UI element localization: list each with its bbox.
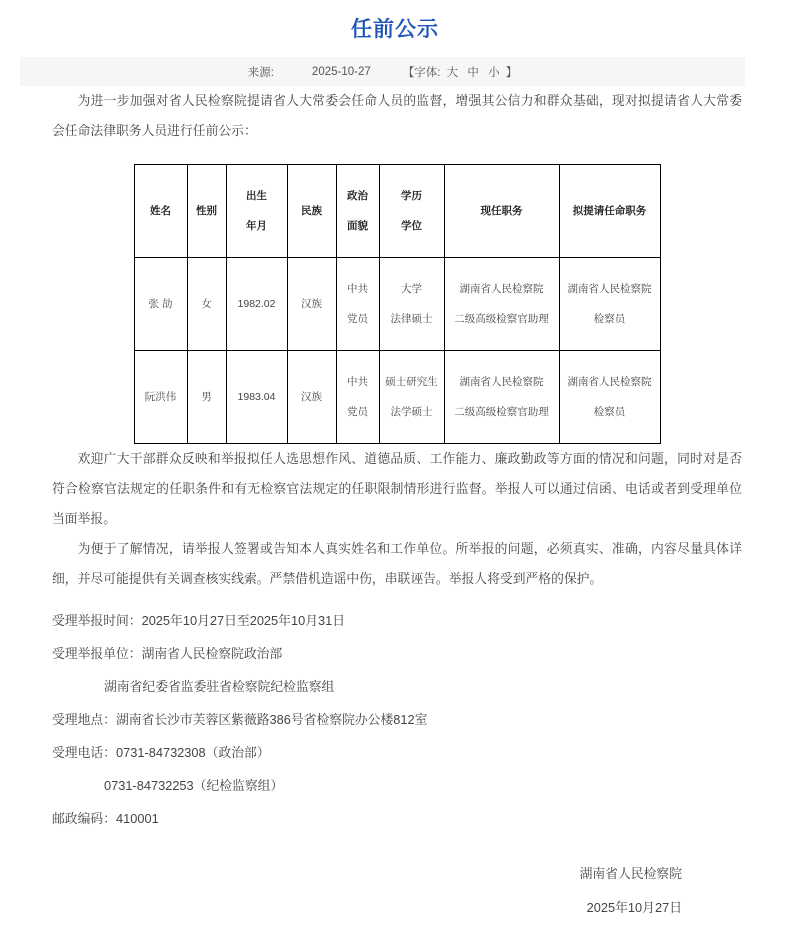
publish-date: 2025-10-27 — [311, 65, 371, 78]
font-size-small-button[interactable]: 小 — [488, 66, 500, 79]
person-table — [134, 164, 661, 444]
header-cell-proposed-position — [559, 165, 660, 258]
font-bracket-close: 】 — [505, 66, 518, 79]
cell-name — [134, 351, 187, 444]
signature-date: 2025年10月27日 — [586, 900, 682, 915]
row2-proposed-line1: 湖南省人民检察院 — [567, 376, 652, 388]
header-birth-line2: 年月 — [246, 220, 267, 232]
cell-sex — [187, 351, 226, 444]
row2-ethnicity: 汉族 — [301, 391, 322, 403]
report-phone-line: 受理电话：0731-84732308（政治部） — [52, 745, 270, 760]
header-cell-ethnicity — [287, 165, 336, 258]
cell-proposed-position — [559, 258, 660, 351]
cell-sex — [187, 258, 226, 351]
report-unit-line: 受理举报单位：湖南省人民检察院政治部 — [52, 646, 283, 661]
font-size-controls — [403, 64, 518, 80]
report-unit-secondary-line: 湖南省纪委省监委驻省检察院纪检监察组 — [104, 679, 335, 694]
cell-political — [336, 351, 379, 444]
signature-block — [52, 857, 742, 925]
cell-ethnicity — [287, 351, 336, 444]
cell-current-position — [444, 258, 559, 351]
header-cell-current-position — [444, 165, 559, 258]
meta-bar — [20, 57, 745, 86]
signature-organization: 湖南省人民检察院 — [579, 866, 682, 881]
table-head — [134, 165, 660, 258]
header-proposed-line1: 拟提请任命职务 — [572, 205, 647, 217]
paragraph-intro: 为进一步加强对省人民检察院提请省人大常委会任命人员的监督，增强其公信力和群众基础，现对拟提请省人大常委会任命法律职务人员进行任前公示： — [52, 93, 742, 138]
paragraph-reporting-rules: 为便于了解情况，请举报人签署或告知本人真实姓名和工作单位。所举报的问题，必须真实、准确，内容尽量具体详细，并尽可能提供有关调查核实线索。严禁借机造谣中伤，串联诬告。举报人将受到严格的保护。 — [52, 541, 742, 586]
row2-current-line1: 湖南省人民检察院 — [459, 376, 544, 388]
row1-current-line1: 湖南省人民检察院 — [459, 283, 544, 295]
cell-education — [379, 351, 444, 444]
header-cell-sex — [187, 165, 226, 258]
person-table-wrapper — [52, 164, 742, 444]
cell-name — [134, 258, 187, 351]
row1-party-line2: 党员 — [347, 313, 368, 325]
header-ethnicity-line1: 民族 — [301, 205, 322, 217]
row1-party-line1: 中共 — [347, 283, 368, 295]
postal-code-line: 邮政编码：410001 — [52, 811, 159, 826]
header-cell-name — [134, 165, 187, 258]
page-title: 任前公示 — [351, 18, 439, 41]
row2-name: 阮洪伟 — [144, 391, 177, 403]
row2-current-line2: 二级高级检察官助理 — [454, 406, 549, 418]
font-bracket-open: 【字体: — [402, 66, 441, 79]
row1-current-line2: 二级高级检察官助理 — [454, 313, 549, 325]
header-name-line1: 姓名 — [150, 205, 171, 217]
header-cell-political — [336, 165, 379, 258]
source-label: 来源: — [247, 66, 274, 79]
report-place-line: 受理地点：湖南省长沙市芙蓉区紫薇路386号省检察院办公楼812室 — [52, 712, 428, 727]
row1-edu-line1: 大学 — [401, 283, 422, 295]
row2-party-line2: 党员 — [347, 406, 368, 418]
header-sex-line1: 性别 — [196, 205, 217, 217]
row1-name: 张 劼 — [148, 298, 173, 310]
header-cell-education — [379, 165, 444, 258]
row2-party-line1: 中共 — [347, 376, 368, 388]
cell-political — [336, 258, 379, 351]
cell-birth — [226, 351, 287, 444]
row2-edu-line1: 硕士研究生 — [385, 376, 438, 388]
row2-birth: 1983.04 — [237, 391, 276, 403]
row2-proposed-line2: 检察员 — [593, 406, 626, 418]
header-current-line1: 现任职务 — [480, 205, 523, 217]
cell-birth — [226, 258, 287, 351]
cell-proposed-position — [559, 351, 660, 444]
row1-birth: 1982.02 — [237, 298, 276, 310]
font-size-medium-button[interactable]: 中 — [467, 66, 479, 79]
header-education-line2: 学位 — [401, 220, 422, 232]
row2-sex: 男 — [201, 391, 212, 403]
row1-proposed-line1: 湖南省人民检察院 — [567, 283, 652, 295]
report-time-line: 受理举报时间：2025年10月27日至2025年10月31日 — [52, 613, 346, 628]
header-cell-birth — [226, 165, 287, 258]
cell-ethnicity — [287, 258, 336, 351]
cell-education — [379, 258, 444, 351]
table-header-row — [134, 165, 660, 258]
header-political-line1: 政治 — [347, 190, 368, 202]
paragraph-welcome-reports: 欢迎广大干部群众反映和举报拟任人选思想作风、道德品质、工作能力、廉政勤政等方面的情况和问题，同时对是否符合检察官法规定的任职条件和有无检察官法规定的任职限制情形进行监督。举报人可以通过信函、电话或者到受理单位当面举报。 — [52, 451, 742, 526]
document-body — [0, 86, 790, 925]
contact-info-block — [52, 604, 742, 835]
row1-ethnicity: 汉族 — [301, 298, 322, 310]
header-political-line2: 面貌 — [347, 220, 368, 232]
row1-sex: 女 — [201, 298, 212, 310]
header-education-line1: 学历 — [401, 190, 422, 202]
table-row — [134, 351, 660, 444]
table-row — [134, 258, 660, 351]
row1-proposed-line2: 检察员 — [593, 313, 626, 325]
row2-edu-line2: 法学硕士 — [390, 406, 433, 418]
report-phone-secondary-line: 0731-84732253（纪检监察组） — [104, 778, 284, 793]
cell-current-position — [444, 351, 559, 444]
table-body — [134, 258, 660, 444]
font-size-large-button[interactable]: 大 — [446, 66, 459, 79]
meta-inner — [248, 64, 518, 80]
row1-edu-line2: 法律硕士 — [390, 313, 433, 325]
header-birth-line1: 出生 — [246, 190, 267, 202]
